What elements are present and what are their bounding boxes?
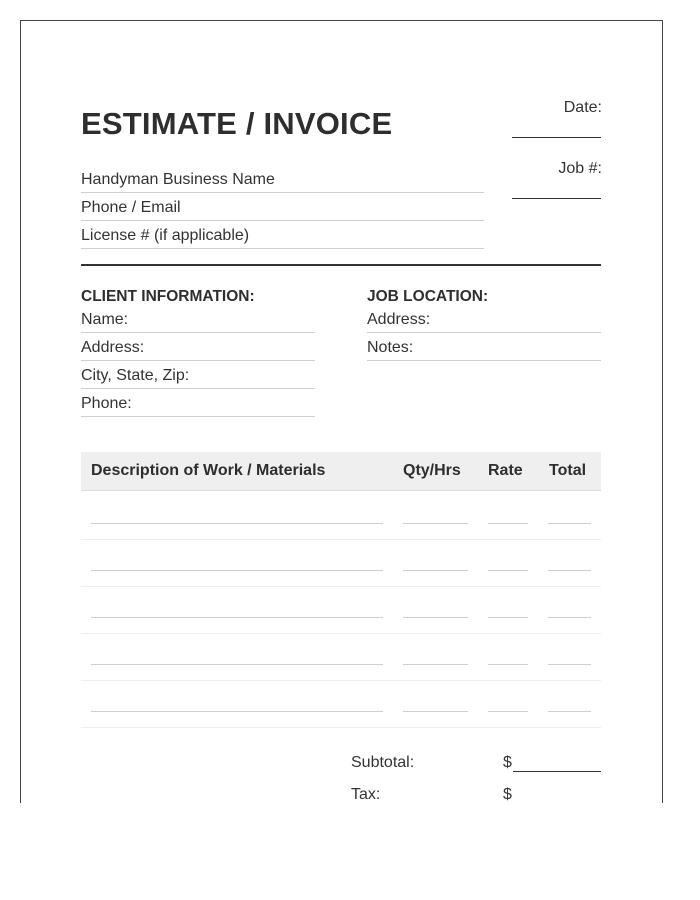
total-input[interactable] (548, 617, 591, 618)
description-input[interactable] (91, 711, 383, 712)
client-city-state-zip-label: City, State, Zip: (81, 367, 190, 384)
invoice-page (20, 20, 663, 803)
work-table-header (81, 452, 601, 491)
description-input[interactable] (91, 570, 383, 571)
business-contact-label: Phone / Email (81, 199, 181, 216)
job-address-field[interactable] (367, 306, 601, 333)
job-notes-label: Notes: (367, 339, 414, 356)
business-contact-field[interactable] (81, 193, 484, 221)
qty-input[interactable] (403, 617, 468, 618)
job-number-field[interactable] (512, 198, 601, 199)
subtotal-label: Subtotal: (351, 754, 415, 771)
description-input[interactable] (91, 664, 383, 665)
client-address-label: Address: (81, 339, 145, 356)
job-location-heading: JOB LOCATION: (367, 288, 489, 305)
business-name-label: Handyman Business Name (81, 171, 275, 188)
table-row (81, 680, 601, 728)
client-name-label: Name: (81, 311, 129, 328)
client-info-heading: CLIENT INFORMATION: (81, 288, 255, 305)
total-input[interactable] (548, 711, 591, 712)
qty-input[interactable] (403, 711, 468, 712)
table-row (81, 586, 601, 634)
col-rate-header: Rate (488, 462, 523, 479)
total-input[interactable] (548, 664, 591, 665)
client-phone-label: Phone: (81, 395, 132, 412)
page-title: ESTIMATE / INVOICE (81, 106, 393, 141)
col-qty-header: Qty/Hrs (403, 462, 461, 479)
col-total-header: Total (549, 462, 587, 479)
total-input[interactable] (548, 523, 591, 524)
qty-input[interactable] (403, 570, 468, 571)
table-row (81, 539, 601, 587)
tax-label: Tax: (351, 786, 381, 803)
date-label: Date: (563, 99, 602, 116)
qty-input[interactable] (403, 523, 468, 524)
table-row (81, 492, 601, 540)
header-divider (81, 264, 601, 266)
subtotal-currency: $ (503, 754, 512, 771)
job-address-label: Address: (367, 311, 431, 328)
total-input[interactable] (548, 570, 591, 571)
client-address-field[interactable] (81, 334, 315, 361)
subtotal-field[interactable] (513, 771, 601, 772)
rate-input[interactable] (488, 664, 528, 665)
rate-input[interactable] (488, 617, 528, 618)
rate-input[interactable] (488, 523, 528, 524)
table-row (81, 633, 601, 681)
client-city-state-zip-field[interactable] (81, 362, 315, 389)
client-name-field[interactable] (81, 306, 315, 333)
client-phone-field[interactable] (81, 390, 315, 417)
tax-currency: $ (503, 786, 512, 803)
description-input[interactable] (91, 617, 383, 618)
business-name-field[interactable] (81, 165, 484, 193)
business-license-label: License # (if applicable) (81, 227, 250, 244)
rate-input[interactable] (488, 570, 528, 571)
date-field[interactable] (512, 137, 601, 138)
rate-input[interactable] (488, 711, 528, 712)
job-notes-field[interactable] (367, 334, 601, 361)
col-description-header: Description of Work / Materials (91, 462, 326, 479)
description-input[interactable] (91, 523, 383, 524)
qty-input[interactable] (403, 664, 468, 665)
business-license-field[interactable] (81, 221, 484, 249)
job-number-label: Job #: (558, 160, 602, 177)
